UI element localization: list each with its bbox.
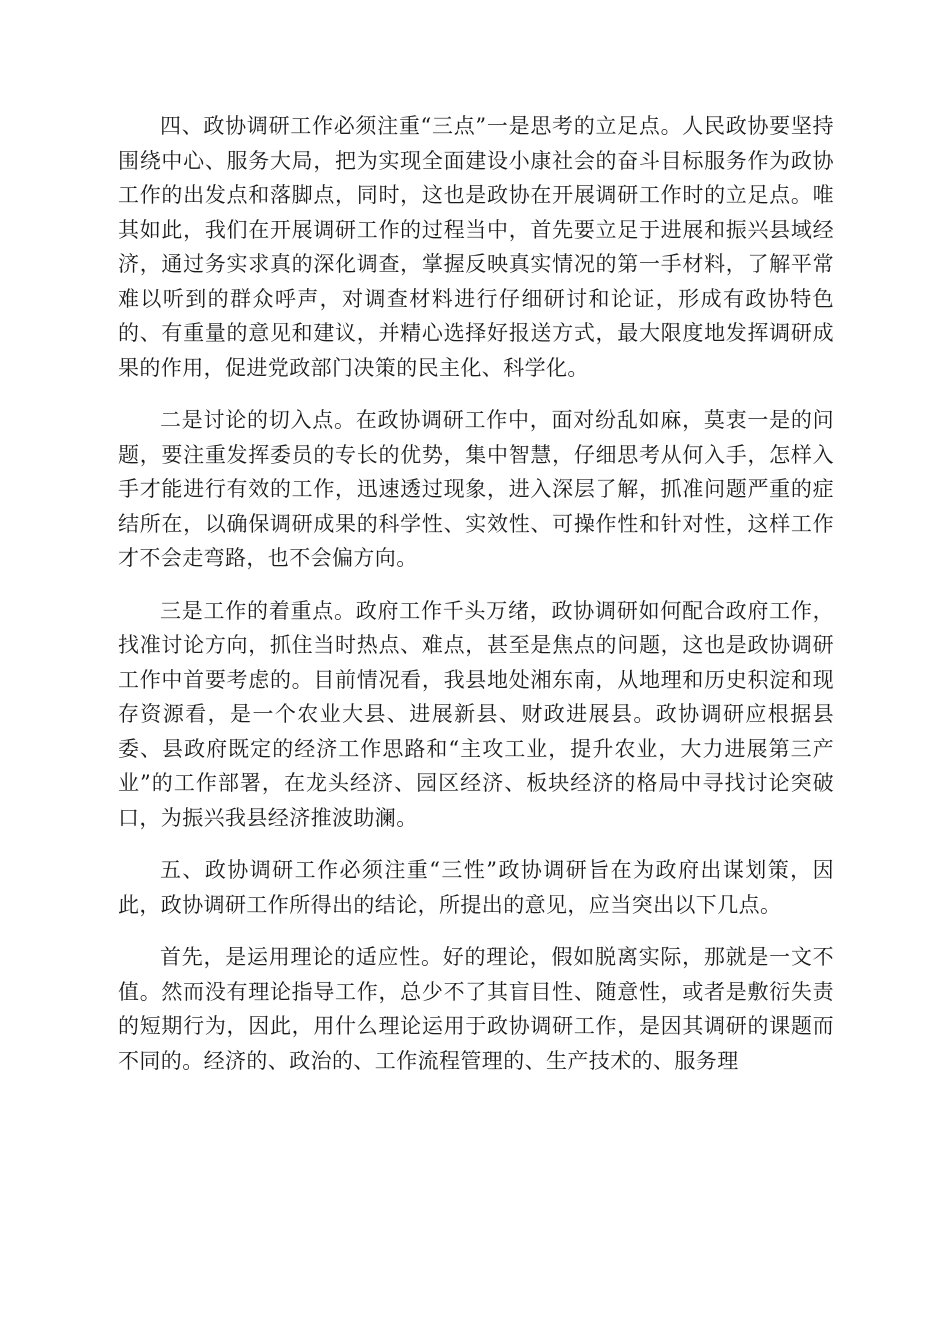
paragraph-three-points: 四、政协调研工作必须注重“三点”一是思考的立足点。人民政协要坚持围绕中心、服务大局，把为实现全面建设小康社会的奋斗目标服务作为政协工作的出发点和落脚点，同时，这也是政协在开展调研工作时的立足点。唯其如此，我们在开展调研工作的过程当中，首先要立足于进展和振兴县域经济，通过务实求真的深化调查，掌握反映真实情况的第一手材料，了解平常难以听到的群众呼声，对调查材料进行仔细研讨和论证，形成有政协特色的、有重量的意见和建议，并精心选择好报送方式，最大限度地发挥调研成果的作用，促进党政部门决策的民主化、科学化。 bbox=[118, 114, 834, 380]
paragraph-theory-adaptability: 首先，是运用理论的适应性。好的理论，假如脱离实际，那就是一文不值。然而没有理论指导工作，总少不了其盲目性、随意性，或者是敷衍失责的短期行为，因此，用什么理论运用于政协调研工作，是因其调研的课题而不同的。经济的、政治的、工作流程管理的、生产技术的、服务理 bbox=[118, 945, 834, 1073]
document-body bbox=[118, 109, 834, 1096]
paragraph-focus-point: 三是工作的着重点。政府工作千头万绪，政协调研如何配合政府工作，找准讨论方向，抓住当时热点、难点，甚至是焦点的问题，这也是政协调研工作中首要考虑的。目前情况看，我县地处湘东南，从地理和历史积淀和现存资源看，是一个农业大县、进展新县、财政进展县。政协调研应根据县委、县政府既定的经济工作思路和“主攻工业，提升农业，大力进展第三产业”的工作部署，在龙头经济、园区经济、板块经济的格局中寻找讨论突破口，为振兴我县经济推波助澜。 bbox=[118, 598, 834, 830]
paragraph-entry-point: 二是讨论的切入点。在政协调研工作中，面对纷乱如麻，莫衷一是的问题，要注重发挥委员的专长的优势，集中智慧，仔细思考从何入手，怎样入手才能进行有效的工作，迅速透过现象，进入深层了解，抓准问题严重的症结所在，以确保调研成果的科学性、实效性、可操作性和针对性，这样工作才不会走弯路，也不会偏方向。 bbox=[118, 408, 834, 570]
paragraph-three-properties: 五、政协调研工作必须注重“三性”政协调研旨在为政府出谋划策，因此，政协调研工作所得出的结论，所提出的意见，应当突出以下几点。 bbox=[118, 858, 834, 917]
